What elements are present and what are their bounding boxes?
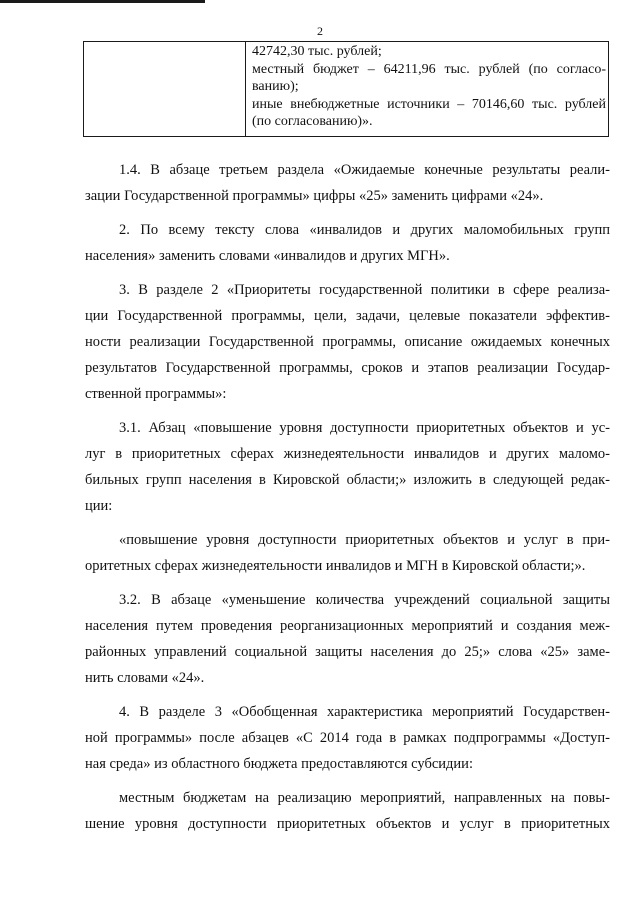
table-cell-line: ванию); [252, 79, 299, 94]
text-line: 3.2. В абзаце «уменьшение количества учреждений социальной защиты [119, 592, 610, 608]
text-line: ная среда» из областного бюджета предоставляются субсидии: [85, 756, 473, 772]
paragraph-subsidies [85, 785, 610, 837]
text-line: 3.1. Абзац «повышение уровня доступности приоритетных объектов и ус- [119, 420, 610, 436]
paragraph-3-1 [85, 415, 610, 519]
table-row [84, 42, 609, 137]
top-edge-rule [0, 0, 205, 3]
text-line: населения» заменить словами «инвалидов и других МГН». [85, 248, 450, 264]
table-right-cell [246, 42, 609, 137]
text-line: результатов Государственной программы, сроков и этапов реализации Государ- [85, 360, 610, 376]
text-line: шение уровня доступности приоритетных объектов и услуг в приоритетных [85, 816, 610, 832]
page-number: 2 [317, 24, 323, 38]
text-line: бильных групп населения в Кировской области;» изложить в следующей редак- [85, 472, 610, 488]
table-cell-line: 42742,30 тыс. рублей; [252, 44, 382, 59]
text-line: ции Государственной программы, цели, задачи, целевые показатели эффектив- [85, 308, 610, 324]
text-line: луг в приоритетных сферах жизнедеятельности инвалидов и других маломо- [85, 446, 610, 462]
paragraph-quote [85, 527, 610, 579]
paragraph-4 [85, 699, 610, 777]
text-line: 2. По всему тексту слова «инвалидов и других маломобильных групп [119, 222, 610, 238]
text-line: нить словами «24». [85, 670, 205, 686]
text-line: ности реализации Государственной программы, описание ожидаемых конечных [85, 334, 610, 350]
document-body [85, 157, 610, 845]
text-line: зации Государственной программы» цифры «25» заменить цифрами «24». [85, 188, 544, 204]
paragraph-2 [85, 217, 610, 269]
text-line: оритетных сферах жизнедеятельности инвалидов и МГН в Кировской области;». [85, 558, 586, 574]
table-cell-line: иные внебюджетные источники – 70146,60 тыс. рублей [252, 96, 606, 112]
text-line: «повышение уровня доступности приоритетных объектов и услуг в при- [119, 532, 610, 548]
text-line: местным бюджетам на реализацию мероприятий, направленных на повы- [119, 790, 610, 806]
paragraph-1-4 [85, 157, 610, 209]
text-line: районных управлений социальной защиты населения до 25;» слова «25» заме- [85, 644, 610, 660]
text-line: ственной программы»: [85, 386, 227, 402]
text-line: населения путем проведения реорганизационных мероприятий и создания меж- [85, 618, 610, 634]
table-cell-line: местный бюджет – 64211,96 тыс. рублей (по согласо- [252, 61, 606, 77]
text-line: ной программы» после абзацев «С 2014 года в рамках подпрограммы «Доступ- [85, 730, 610, 746]
paragraph-3 [85, 277, 610, 407]
text-line: ции: [85, 498, 113, 514]
funding-table [83, 41, 609, 137]
paragraph-3-2 [85, 587, 610, 691]
text-line: 3. В разделе 2 «Приоритеты государственной политики в сфере реализа- [119, 282, 610, 298]
table-left-cell [84, 42, 246, 137]
text-line: 1.4. В абзаце третьем раздела «Ожидаемые конечные результаты реали- [119, 162, 610, 178]
table-cell-line: (по согласованию)». [252, 114, 373, 129]
text-line: 4. В разделе 3 «Обобщенная характеристика мероприятий Государствен- [119, 704, 610, 720]
